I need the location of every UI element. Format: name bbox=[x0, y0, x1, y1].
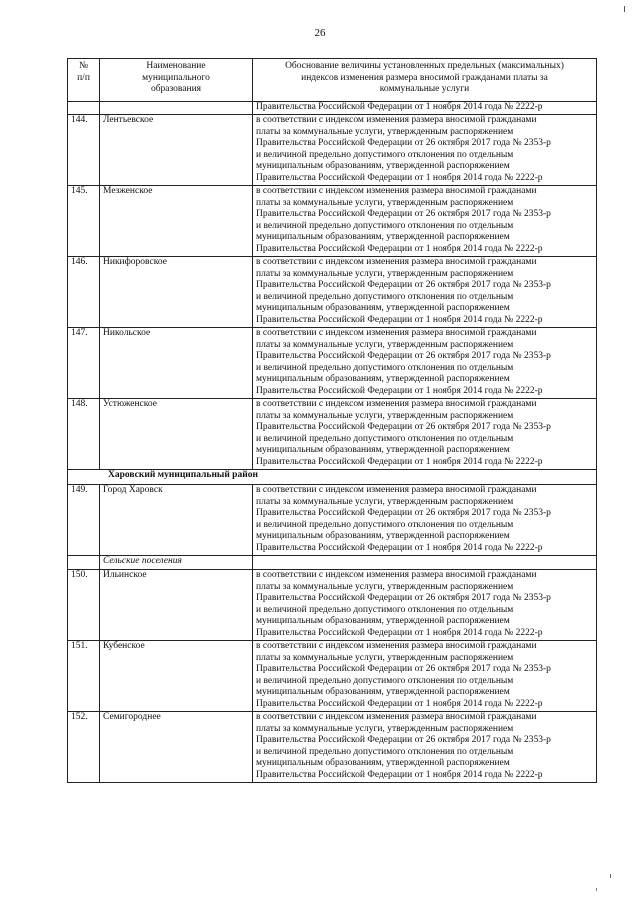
table-row bbox=[68, 399, 597, 470]
municipality-name: Кубенское bbox=[100, 641, 253, 712]
page-number: 26 bbox=[314, 27, 326, 39]
table-header-row bbox=[68, 59, 597, 102]
scan-mark bbox=[624, 6, 625, 12]
row-number: 150. bbox=[68, 570, 100, 641]
basis-text: в соответствии с индексом изменения размера вносимой гражданами платы за коммунальные услуги, утвержденным распоряжением Правительства Российской Федерации от 26 октября 2017 года № 2353-р и величиной предельно допустимого отклонения по отдельным муниципальным образованиям, утвержденной распоряжением Правительства Российской Федерации от 1 ноября 2014 года № 2222-р bbox=[253, 328, 597, 399]
municipality-name: Семигороднее bbox=[100, 712, 253, 783]
table-row bbox=[68, 257, 597, 328]
scan-mark bbox=[596, 888, 597, 891]
municipality-name: Мезженское bbox=[100, 186, 253, 257]
district-heading-row bbox=[68, 470, 597, 485]
row-number: 144. bbox=[68, 115, 100, 186]
municipality-name: Лентьевское bbox=[100, 115, 253, 186]
row-number: 149. bbox=[68, 485, 100, 556]
row-number: 146. bbox=[68, 257, 100, 328]
carry-over-text: Правительства Российской Федерации от 1 ноября 2014 года № 2222-р bbox=[253, 102, 597, 115]
basis-text: в соответствии с индексом изменения размера вносимой гражданами платы за коммунальные услуги, утвержденным распоряжением Правительства Российской Федерации от 26 октября 2017 года № 2353-р и величиной предельно допустимого отклонения по отдельным муниципальным образованиям, утвержденной распоряжением Правительства Российской Федерации от 1 ноября 2014 года № 2222-р bbox=[253, 186, 597, 257]
row-number: 152. bbox=[68, 712, 100, 783]
row-number: 147. bbox=[68, 328, 100, 399]
basis-text: в соответствии с индексом изменения размера вносимой гражданами платы за коммунальные услуги, утвержденным распоряжением Правительства Российской Федерации от 26 октября 2017 года № 2353-р и величиной предельно допустимого отклонения по отдельным муниципальным образованиям, утвержденной распоряжением Правительства Российской Федерации от 1 ноября 2014 года № 2222-р bbox=[253, 485, 597, 556]
basis-text: в соответствии с индексом изменения размера вносимой гражданами платы за коммунальные услуги, утвержденным распоряжением Правительства Российской Федерации от 26 октября 2017 года № 2353-р и величиной предельно допустимого отклонения по отдельным муниципальным образованиям, утвержденной распоряжением Правительства Российской Федерации от 1 ноября 2014 года № 2222-р bbox=[253, 641, 597, 712]
municipality-name: Ильинское bbox=[100, 570, 253, 641]
table-row bbox=[68, 570, 597, 641]
basis-text: в соответствии с индексом изменения размера вносимой гражданами платы за коммунальные услуги, утвержденным распоряжением Правительства Российской Федерации от 26 октября 2017 года № 2353-р и величиной предельно допустимого отклонения по отдельным муниципальным образованиям, утвержденной распоряжением Правительства Российской Федерации от 1 ноября 2014 года № 2222-р bbox=[253, 115, 597, 186]
header-num: № п/п bbox=[68, 59, 100, 102]
rural-heading-row bbox=[68, 556, 597, 570]
table-row bbox=[68, 641, 597, 712]
header-municipality: Наименование муниципального образования bbox=[100, 59, 253, 102]
table-row bbox=[68, 712, 597, 783]
basis-text: в соответствии с индексом изменения размера вносимой гражданами платы за коммунальные услуги, утвержденным распоряжением Правительства Российской Федерации от 26 октября 2017 года № 2353-р и величиной предельно допустимого отклонения по отдельным муниципальным образованиям, утвержденной распоряжением Правительства Российской Федерации от 1 ноября 2014 года № 2222-р bbox=[253, 257, 597, 328]
basis-text: в соответствии с индексом изменения размера вносимой гражданами платы за коммунальные услуги, утвержденным распоряжением Правительства Российской Федерации от 26 октября 2017 года № 2353-р и величиной предельно допустимого отклонения по отдельным муниципальным образованиям, утвержденной распоряжением Правительства Российской Федерации от 1 ноября 2014 года № 2222-р bbox=[253, 712, 597, 783]
tariff-index-table bbox=[67, 58, 597, 783]
municipality-name: Устюженское bbox=[100, 399, 253, 470]
header-basis: Обоснование величины установленных предельных (максимальных) индексов изменения размера вносимой гражданами платы за коммунальные услуги bbox=[253, 59, 597, 102]
row-number: 151. bbox=[68, 641, 100, 712]
scan-mark bbox=[610, 874, 611, 878]
carry-over-row bbox=[68, 102, 597, 115]
district-heading: Харовский муниципальный район bbox=[68, 470, 597, 485]
municipality-name: Никифоровское bbox=[100, 257, 253, 328]
rural-heading: Сельские поселения bbox=[100, 556, 253, 570]
municipality-name: Город Харовск bbox=[100, 485, 253, 556]
table-row bbox=[68, 485, 597, 556]
basis-text: в соответствии с индексом изменения размера вносимой гражданами платы за коммунальные услуги, утвержденным распоряжением Правительства Российской Федерации от 26 октября 2017 года № 2353-р и величиной предельно допустимого отклонения по отдельным муниципальным образованиям, утвержденной распоряжением Правительства Российской Федерации от 1 ноября 2014 года № 2222-р bbox=[253, 399, 597, 470]
row-number: 148. bbox=[68, 399, 100, 470]
table-row bbox=[68, 328, 597, 399]
table-row bbox=[68, 115, 597, 186]
basis-text: в соответствии с индексом изменения размера вносимой гражданами платы за коммунальные услуги, утвержденным распоряжением Правительства Российской Федерации от 26 октября 2017 года № 2353-р и величиной предельно допустимого отклонения по отдельным муниципальным образованиям, утвержденной распоряжением Правительства Российской Федерации от 1 ноября 2014 года № 2222-р bbox=[253, 570, 597, 641]
row-number: 145. bbox=[68, 186, 100, 257]
municipality-name: Никольское bbox=[100, 328, 253, 399]
table-row bbox=[68, 186, 597, 257]
